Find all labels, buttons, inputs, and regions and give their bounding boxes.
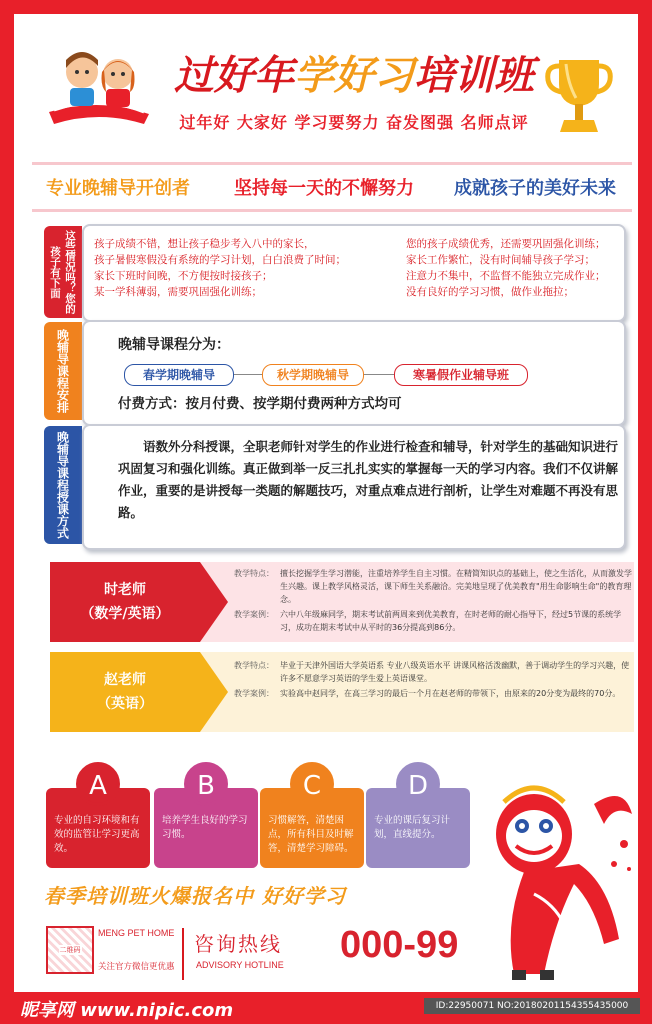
teacher1-detail (234, 567, 634, 634)
follow-text: 关注官方微信更优惠 (98, 962, 175, 972)
teacher1-feature: 擅长挖掘学生学习潜能，注重培养学生自主习惯。在精简知识点的基础上，使之生活化，从而激发学生兴趣。课上教学风格灵活，课下师生关系融洽。完美地呈现了优美教育"用生命影响生命"的教育理念。 (280, 569, 632, 604)
feature-card-d-text: 专业的课后复习计划，直线提分。 (374, 815, 451, 840)
course-holiday: 寒暑假作业辅导班 (394, 364, 528, 386)
poster (14, 14, 638, 992)
teacher2-subject: （英语） (97, 696, 153, 712)
footer-divider (182, 928, 184, 980)
brand-name: MENG PET HOME (98, 928, 175, 938)
tab-situations (44, 226, 82, 318)
watermark-logo: 昵享网 www.nipic.com (20, 1000, 234, 1021)
connector-1 (232, 374, 262, 375)
hotline-cn: 咨询热线 (194, 932, 282, 956)
teacher2-case: 实验高中赵同学，在高三学习的最后一个月在赵老师的带领下，由原来的20分变为最终的70分。 (280, 689, 621, 698)
schedule-heading: 晚辅导课程分为： (118, 337, 230, 353)
teacher2-feature-label: 教学特点： (234, 661, 274, 670)
qr-code-label: 二维码 (59, 946, 81, 954)
teacher1-case-label: 教学案例： (234, 610, 274, 619)
teacher1-feature-label: 教学特点： (234, 569, 274, 578)
feature-card-b-letter: B (184, 762, 228, 806)
course-spring: 春学期晚辅导 (124, 364, 234, 386)
feature-card-d-letter: D (396, 762, 440, 806)
title-part1: 过好年 (174, 52, 294, 99)
teacher2-detail (234, 659, 634, 700)
poster-subtitle: 过年好 大家好 学习要努力 奋发图强 名师点评 (179, 113, 529, 132)
feature-card-c-letter: C (290, 762, 334, 806)
poster-title (164, 52, 544, 100)
title-part2: 学好习 (294, 52, 414, 99)
tab-situations-label: 这些情况吗？您的孩子有下面 (49, 230, 76, 314)
teacher1-subject: （数学/英语） (80, 606, 170, 622)
course-autumn: 秋学期晚辅导 (262, 364, 364, 386)
feature-card-a-letter: A (76, 762, 120, 806)
title-part3: 培训班 (414, 52, 534, 99)
tab-method (44, 426, 82, 544)
feature-card-a-text: 专业的自习环境和有效的监管让学习更高效。 (54, 815, 140, 854)
kids-reading-illustration (44, 42, 154, 132)
slogan-1: 专业晚辅导开创者 (46, 178, 190, 199)
feature-card-b-text: 培养学生良好的学习习惯。 (162, 815, 248, 840)
connector-2 (362, 374, 394, 375)
teacher2-feature: 毕业于天津外国语大学英语系 专业八级英语水平 讲课风格活泼幽默，善于调动学生的学习兴趣，使许多不愿意学习英语的学生爱上英语课堂。 (280, 661, 630, 683)
tab-schedule-label: 晚辅导课程安排 (55, 329, 70, 413)
watermark-id: ID:22950071 NO:20180201154355435000 (424, 998, 640, 1014)
tab-schedule (44, 322, 82, 420)
enrollment-cta: 春季培训班火爆报名中 好好学习 (44, 884, 346, 908)
slogan-2: 坚持每一天的不懈努力 (234, 178, 414, 199)
trophy-icon (544, 54, 614, 139)
teacher2-name: 赵老师 (104, 672, 146, 688)
slogan-3: 成就孩子的美好未来 (454, 178, 616, 199)
hotline-en: ADVISORY HOTLINE (196, 960, 284, 970)
payment-method: 付费方式：按月付费、按学期付费两种方式均可 (118, 396, 402, 412)
tab-method-label: 晚辅导课程授课方式 (55, 431, 70, 539)
feature-card-c-text: 习惯解答，清楚困点，所有科目及时解答，清楚学习障碍。 (268, 815, 354, 854)
phone-number: 000-99 (340, 924, 459, 966)
method-text: 语数外分科授课，全职老师针对学生的作业进行检查和辅导，针对学生的基础知识进行巩固复习和强化训练。真正做到举一反三扎扎实实的掌握每一天的学习内容。我们不仅讲解作业，重要的是讲授每一类题的解题技巧，对重点难点进行剖析，让学生对难题不再没有思路。 (118, 439, 619, 520)
teacher1-name: 时老师 (104, 582, 146, 598)
qr-code (46, 926, 94, 974)
teacher2-case-label: 教学案例： (234, 689, 274, 698)
teacher1-case: 六中八年级麻同学，期末考试前两周来到优美教育，在时老师的耐心指导下，经过5节课的系统学习，成功在期末考试中从平时的36分提高到86分。 (280, 610, 622, 632)
lion-dance-illustration (484, 774, 634, 984)
situations-left: 孩子成绩不错，想让孩子稳步考入八中的家长， 孩子暑假寒假没有系统的学习计划，白白浪费了时间； 家长下班时间晚，不方便按时接孩子； 某一学科薄弱，需要巩固强化训练； (94, 238, 346, 298)
situations-right: 您的孩子成绩优秀，还需要巩固强化训练； 家长工作繁忙，没有时间辅导孩子学习； 注意力不集中，不监督不能独立完成作业； 没有良好的学习习惯，做作业拖拉； (406, 238, 606, 298)
